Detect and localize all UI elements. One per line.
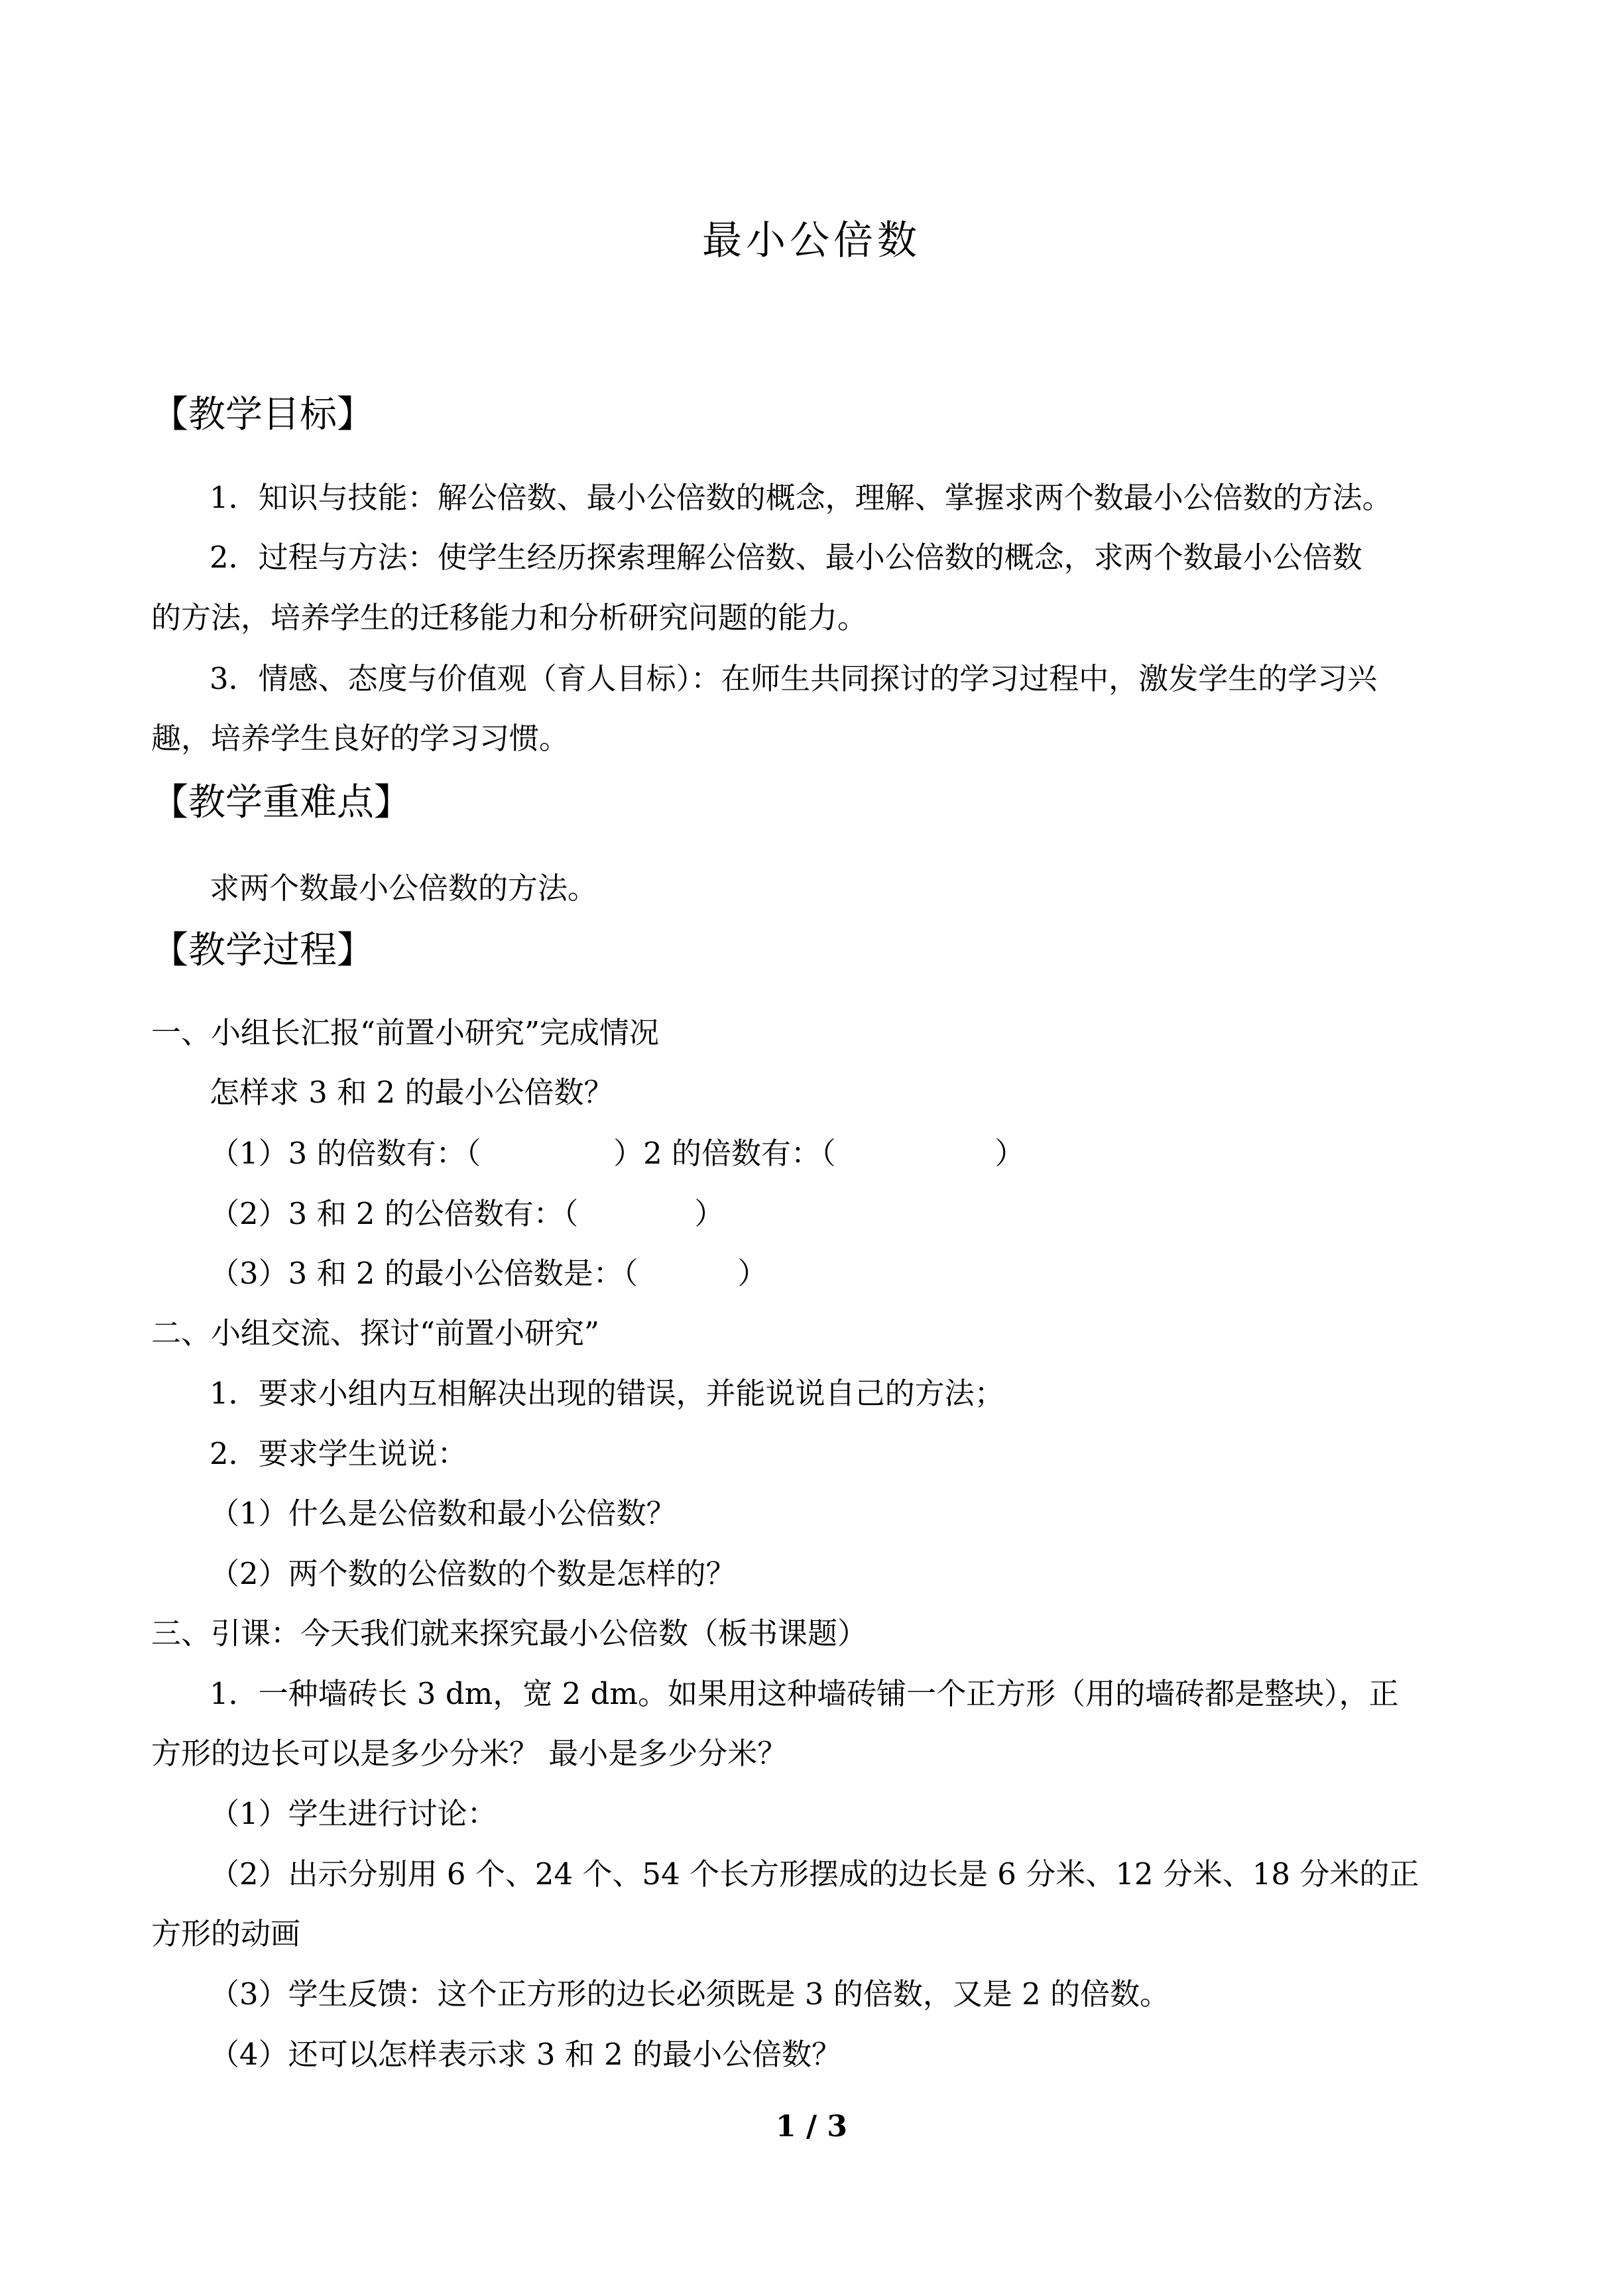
part3-sub2-line1: （2）出示分别用 6 个、24 个、54 个长方形摆成的边长是 6 分米、12 分米、18 分米的正 — [210, 1856, 1419, 1892]
q1-label-c: ） — [994, 1136, 1025, 1171]
objective-2-line2: 的方法，培养学生的迁移能力和分析研究问题的能力。 — [151, 600, 868, 635]
part2-sub2: （2）两个数的公倍数的个数是怎样的？ — [210, 1556, 736, 1591]
section-heading-keypoints: 【教学重难点】 — [151, 781, 411, 824]
q3-label-a: （3）3 和 2 的最小公倍数是：（ — [210, 1256, 638, 1291]
part3-sub3: （3）学生反馈：这个正方形的边长必须既是 3 的倍数，又是 2 的倍数。 — [210, 1976, 1170, 2012]
part1-question: 怎样求 3 和 2 的最小公倍数？ — [210, 1075, 614, 1110]
q1-label-b: ）2 的倍数有：（ — [613, 1136, 836, 1171]
q2-label-a: （2）3 和 2 的公倍数有：（ — [210, 1196, 579, 1231]
section-heading-objectives: 【教学目标】 — [151, 393, 374, 436]
part3-item1-line2: 方形的边长可以是多少分米？ 最小是多少分米？ — [151, 1736, 788, 1771]
q2-label-b: ） — [694, 1196, 725, 1231]
part2-item1: 1．要求小组内互相解决出现的错误，并能说说自己的方法； — [210, 1376, 1004, 1411]
part3-sub4: （4）还可以怎样表示求 3 和 2 的最小公倍数？ — [210, 2037, 842, 2072]
part2-sub1: （1）什么是公倍数和最小公倍数？ — [210, 1496, 676, 1531]
part1-q3 — [210, 1255, 767, 1292]
q3-label-b: ） — [737, 1256, 768, 1291]
part2-title: 二、小组交流、探讨“前置小研究” — [151, 1315, 600, 1351]
page-number: 1 / 3 — [776, 2110, 847, 2144]
q1-label-a: （1）3 的倍数有：（ — [210, 1136, 481, 1171]
objective-3-line2: 趣，培养学生良好的学习习惯。 — [151, 721, 570, 756]
objective-2-line1: 2．过程与方法：使学生经历探索理解公倍数、最小公倍数的概念，求两个数最小公倍数 — [210, 540, 1362, 575]
part1-q1 — [210, 1135, 1025, 1172]
part3-sub1: （1）学生进行讨论： — [210, 1796, 497, 1831]
objective-3-line1: 3．情感、态度与价值观（育人目标）：在师生共同探讨的学习过程中，激发学生的学习兴 — [210, 661, 1378, 696]
part1-title: 一、小组长汇报“前置小研究”完成情况 — [151, 1015, 660, 1050]
part2-item2: 2．要求学生说说： — [210, 1436, 467, 1471]
part1-q2 — [210, 1195, 724, 1233]
part3-sub2-line2: 方形的动画 — [151, 1916, 301, 1951]
keypoint-text: 求两个数最小公倍数的方法。 — [210, 871, 598, 906]
section-heading-process: 【教学过程】 — [151, 929, 374, 972]
part3-title: 三、引课：今天我们就来探究最小公倍数（板书课题） — [151, 1616, 868, 1651]
objective-1: 1．知识与技能：解公倍数、最小公倍数的概念，理解、掌握求两个数最小公倍数的方法。 — [210, 480, 1392, 515]
part3-item1-line1: 1．一种墙砖长 3 dm，宽 2 dm。如果用这种墙砖铺一个正方形（用的墙砖都是整块），正 — [210, 1676, 1399, 1711]
page-title: 最小公倍数 — [702, 217, 921, 264]
